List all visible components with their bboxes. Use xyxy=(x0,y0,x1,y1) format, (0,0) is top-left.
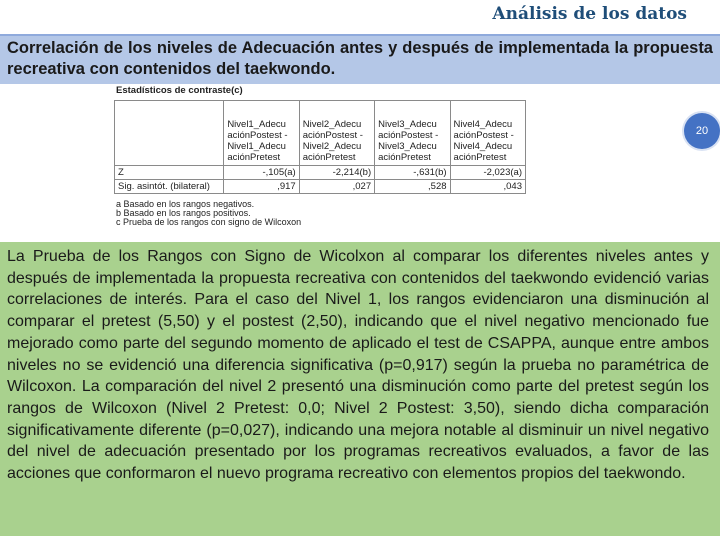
column-header: Nivel1_Adecu aciónPostest - Nivel1_Adecu aciónPretest xyxy=(224,101,299,166)
table-row xyxy=(115,180,526,194)
table-footnotes xyxy=(116,200,301,227)
row-label: Sig. asintót. (bilateral) xyxy=(115,180,224,194)
table-row xyxy=(115,166,526,180)
body-paragraph: La Prueba de los Rangos con Signo de Wicolxon al comparar los diferentes niveles antes y después de implementada la propuesta recreativa con contenidos del taekwondo evidenció varias correlaciones de interés. Para el caso del Nivel 1, los rangos evidenciaron una disminución al comparar el pretest (5,50) y el postest (2,50), indicando que el nivel negativo mencionado fue mejorado como parte del segundo momento de aplicado el test de CSAPPA, aunque entre ambos niveles no se evidenció una diferencia significativa (p=0,917) según la prueba no paramétrica de Wilcoxon. La comparación del nivel 2 presentó una disminución como parte del pretest según los rangos de Wilcoxon (Nivel 2 Pretest: 0,0; Nivel 2 Postest: 3,50), siendo dicha comparación significativamente diferente (p=0,027), indicando una mejora notable al disminuir un nivel negativo del nivel de adecuación presentado por los programas recreativos evaluados, a favor de las acciones que conformaron el nuevo programa recreativo con elementos propios del taekwondo. xyxy=(7,248,709,483)
spss-output-table xyxy=(114,84,526,234)
page-number-badge: 20 xyxy=(684,113,720,149)
slide-heading: Correlación de los niveles de Adecuación antes y después de implementada la propuesta recreativa con contenidos del taekwondo. xyxy=(7,39,713,78)
column-header: Nivel4_Adecu aciónPostest - Nivel4_Adecu aciónPretest xyxy=(450,101,525,166)
table-cell: ,528 xyxy=(375,180,450,194)
table-corner-cell xyxy=(115,101,224,166)
table-cell: -,105(a) xyxy=(224,166,299,180)
spss-table-title: Estadísticos de contraste(c) xyxy=(116,85,243,96)
table-cell: -2,023(a) xyxy=(450,166,525,180)
table-cell: -,631(b) xyxy=(375,166,450,180)
table-cell: ,043 xyxy=(450,180,525,194)
row-label: Z xyxy=(115,166,224,180)
column-header: Nivel2_Adecu aciónPostest - Nivel2_Adecu aciónPretest xyxy=(299,101,374,166)
section-title: Análisis de los datos xyxy=(492,4,687,24)
table-cell: ,027 xyxy=(299,180,374,194)
footnote: c Prueba de los rangos con signo de Wilcoxon xyxy=(116,217,302,227)
column-header: Nivel3_Adecu aciónPostest - Nivel3_Adecu aciónPretest xyxy=(375,101,450,166)
table-header-row xyxy=(115,101,526,166)
test-statistics-table xyxy=(114,100,526,194)
table-cell: -2,214(b) xyxy=(299,166,374,180)
footnote: a Basado en los rangos negativos. xyxy=(116,199,255,209)
footnote: b Basado en los rangos positivos. xyxy=(116,208,251,218)
table-cell: ,917 xyxy=(224,180,299,194)
